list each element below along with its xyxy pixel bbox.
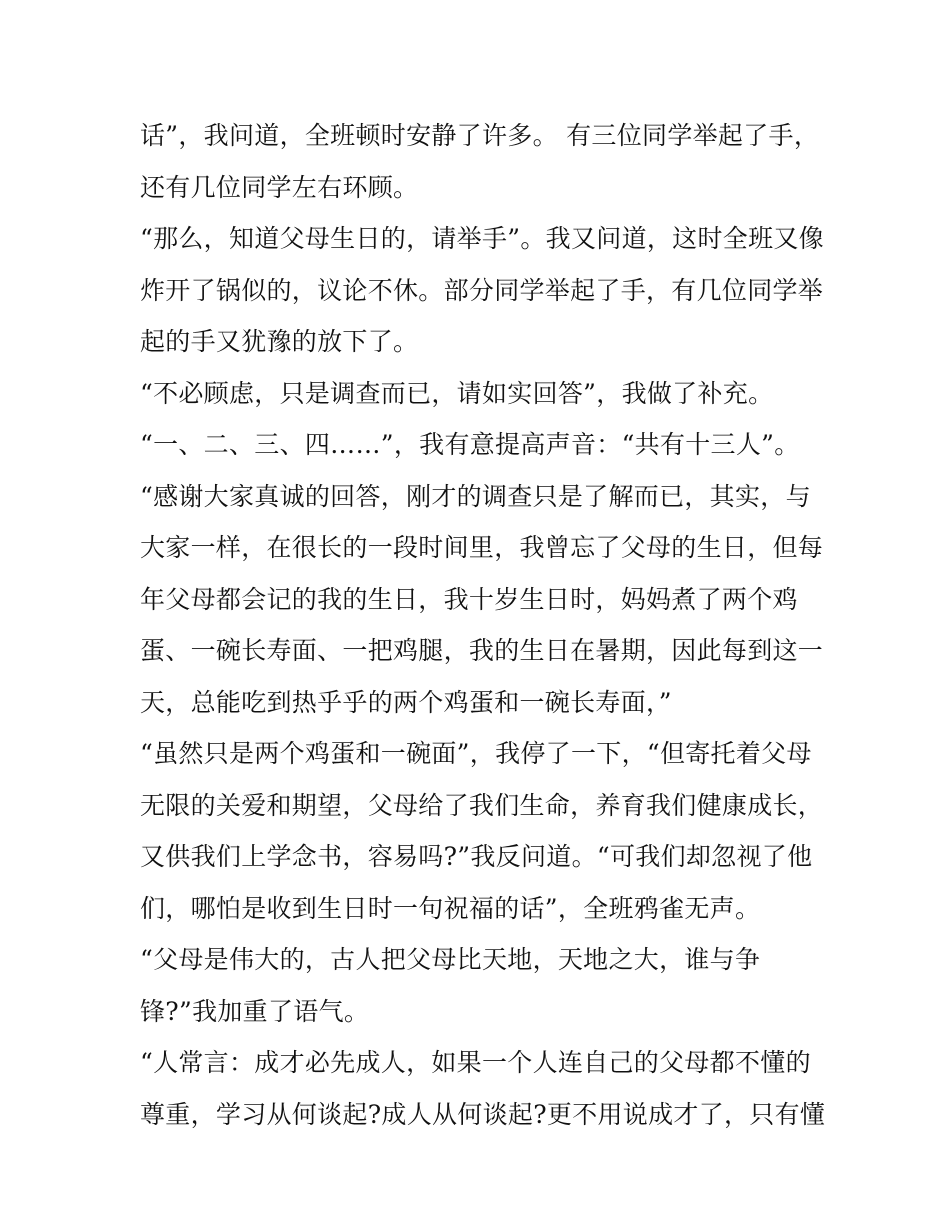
text-line: 又供我们上学念书，容易吗?”我反问道。“可我们却忽视了他 bbox=[140, 842, 813, 871]
text-line: 话”，我问道，全班顿时安静了许多。 有三位同学举起了手， bbox=[140, 121, 820, 150]
text-line: “虽然只是两个鸡蛋和一碗面”，我停了一下，“但寄托着父母 bbox=[140, 739, 812, 768]
text-line: “不必顾虑，只是调查而已，请如实回答”，我做了补充。 bbox=[140, 378, 774, 408]
text-line: 锋?”我加重了语气。 bbox=[140, 996, 370, 1026]
text-line: 尊重，学习从何谈起?成人从何谈起?更不用说成才了，只有懂 bbox=[140, 1099, 826, 1129]
text-line: 们，哪怕是收到生日时一句祝福的话”，全班鸦雀无声。 bbox=[140, 893, 761, 923]
text-line: “人常言：成才必先成人，如果一个人连自己的父母都不懂的 bbox=[140, 1048, 811, 1077]
text-line: “父母是伟大的，古人把父母比天地，天地之大，谁与争 bbox=[140, 945, 761, 974]
text-line: 蛋、一碗长寿面、一把鸡腿，我的生日在暑期，因此每到这一 bbox=[140, 636, 824, 665]
text-line: 还有几位同学左右环顾。 bbox=[140, 172, 419, 202]
text-line: 起的手又犹豫的放下了。 bbox=[140, 327, 419, 356]
text-line: 天，总能吃到热乎乎的两个鸡蛋和一碗长寿面，” bbox=[140, 687, 672, 717]
text-line: 无限的关爱和期望，父母给了我们生命，养育我们健康成长， bbox=[140, 790, 824, 820]
text-line: “一、二、三、四……”，我有意提高声音：“共有十三人”。 bbox=[140, 430, 800, 459]
document-body bbox=[140, 110, 826, 1140]
text-line: “那么，知道父母生日的，请举手”。我又问道，这时全班又像 bbox=[140, 224, 824, 253]
text-line: “感谢大家真诚的回答，刚才的调查只是了解而已，其实，与 bbox=[140, 481, 811, 511]
text-line: 大家一样，在很长的一段时间里，我曾忘了父母的生日，但每 bbox=[140, 533, 824, 562]
text-line: 炸开了锅似的，议论不休。部分同学举起了手，有几位同学举 bbox=[140, 275, 824, 305]
text-line: 年父母都会记的我的生日，我十岁生日时，妈妈煮了两个鸡 bbox=[140, 584, 798, 614]
